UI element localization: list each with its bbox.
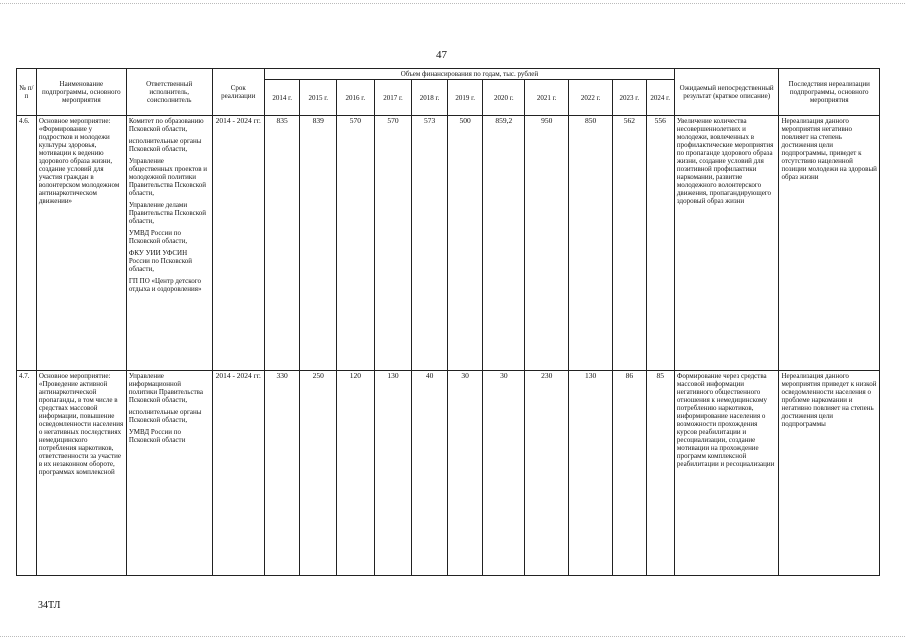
value-cell: 40 [412,371,448,576]
row-num: 4.6. [17,116,37,371]
value-cell: 120 [337,371,375,576]
scan-edge-top [0,3,905,5]
table-row [17,371,880,576]
row-result: Увеличение количества несовершеннолетних и молодежи, вовлеченных в профилактические мероприятия по пропаганде здорового образа жизни, создание условий для позитивной профилактики наркомании, развитие молодежного волонтерского движения, пропагандирующего здоровый образ жизни [674,116,779,371]
row-num: 4.7. [17,371,37,576]
executor-item: ФКУ УИИ УФСИН России по Псковской области, [128,249,193,273]
header-year: 2018 г. [412,80,448,116]
row-executors [126,371,212,576]
executor-item: исполнительные органы Псковской области, [128,408,202,424]
executor-item: Управление делами Правительства Псковской области, [128,201,206,225]
header-executor: Ответственный исполнитель, соисполнитель [126,69,212,116]
header-funding: Объем финансирования по годам, тыс. рублей [264,69,674,80]
row-executors [126,116,212,371]
value-cell: 570 [337,116,375,371]
header-year: 2023 г. [613,80,646,116]
value-cell: 859,2 [483,116,525,371]
row-term: 2014 - 2024 гг. [212,371,264,576]
executor-item: УМВД России по Псковской области [128,428,186,444]
value-cell: 570 [374,116,412,371]
header-year: 2021 г. [525,80,569,116]
value-cell: 230 [525,371,569,576]
value-cell: 86 [613,371,646,576]
executor-item: Комитет по образованию Псковской области, [128,117,204,133]
value-cell: 500 [447,116,483,371]
scan-edge-bottom [0,636,905,638]
executor-item: Управление информационной политики Правительства Псковской области, [128,372,203,404]
header-year: 2020 г. [483,80,525,116]
header-year: 2016 г. [337,80,375,116]
value-cell: 30 [483,371,525,576]
table-row [17,116,880,371]
financing-table [16,68,880,576]
header-year: 2019 г. [447,80,483,116]
header-term: Срок реализации [212,69,264,116]
value-cell: 850 [569,116,613,371]
page-number: 47 [436,49,447,61]
header-year: 2017 г. [374,80,412,116]
header-year: 2024 г. [646,80,674,116]
header-year: 2022 г. [569,80,613,116]
value-cell: 130 [569,371,613,576]
header-year: 2014 г. [264,80,300,116]
value-cell: 556 [646,116,674,371]
header-year: 2015 г. [300,80,337,116]
executor-item: исполнительные органы Псковской области, [128,137,202,153]
header-result: Ожидаемый непосредственный результат (краткое описание) [674,69,779,116]
header-num: № п/п [17,69,37,116]
value-cell: 839 [300,116,337,371]
row-consequence: Нереализация данного мероприятия негативно повлияет на степень достижения цели подпрограммы, приведет к отсутствию нацеленной позиции молодежи на здоровый образ жизни [779,116,880,371]
row-name: Основное мероприятие: «Формирование у подростков и молодежи культуры здоровья, мотивации к ведению здорового образа жизни, создание условий для участия граждан в волонтерском молодежном антинаркотическом движении» [36,116,126,371]
header-consequences: Последствия нереализации подпрограммы, основного мероприятия [779,69,880,116]
row-name: Основное мероприятие: «Проведение активной антинаркотической пропаганды, в том числе в средствах массовой информации, повышение осведомленности населения о негативных последствиях немедицинского потребления наркотиков, ответственности за участие в их незаконном обороте, программах комплексной [36,371,126,576]
value-cell: 562 [613,116,646,371]
value-cell: 30 [447,371,483,576]
footer-code: 34ТЛ [38,600,61,611]
value-cell: 835 [264,116,300,371]
executor-item: УМВД России по Псковской области, [128,229,188,245]
row-consequence: Нереализация данного мероприятия приведет к низкой осведомленности населения о проблеме наркомании и негативно повлияет на степень достижения цели подпрограммы [779,371,880,576]
value-cell: 130 [374,371,412,576]
row-result: Формирование через средства массовой информации негативного общественного отношения к немедицинскому потреблению наркотиков, информирование населения о возможности прохождения курсов реабилитации и ресоциализации, создание мотивации на прохождение программ комплексной реабилитации и ресоциализации [674,371,779,576]
row-term: 2014 - 2024 гг. [212,116,264,371]
value-cell: 85 [646,371,674,576]
executor-item: ГП ПО «Центр детского отдыха и оздоровления» [128,277,202,293]
value-cell: 950 [525,116,569,371]
value-cell: 573 [412,116,448,371]
value-cell: 250 [300,371,337,576]
header-name: Наименование подпрограммы, основного мероприятия [36,69,126,116]
value-cell: 330 [264,371,300,576]
executor-item: Управление общественных проектов и молодежной политики Правительства Псковской области, [128,157,208,197]
